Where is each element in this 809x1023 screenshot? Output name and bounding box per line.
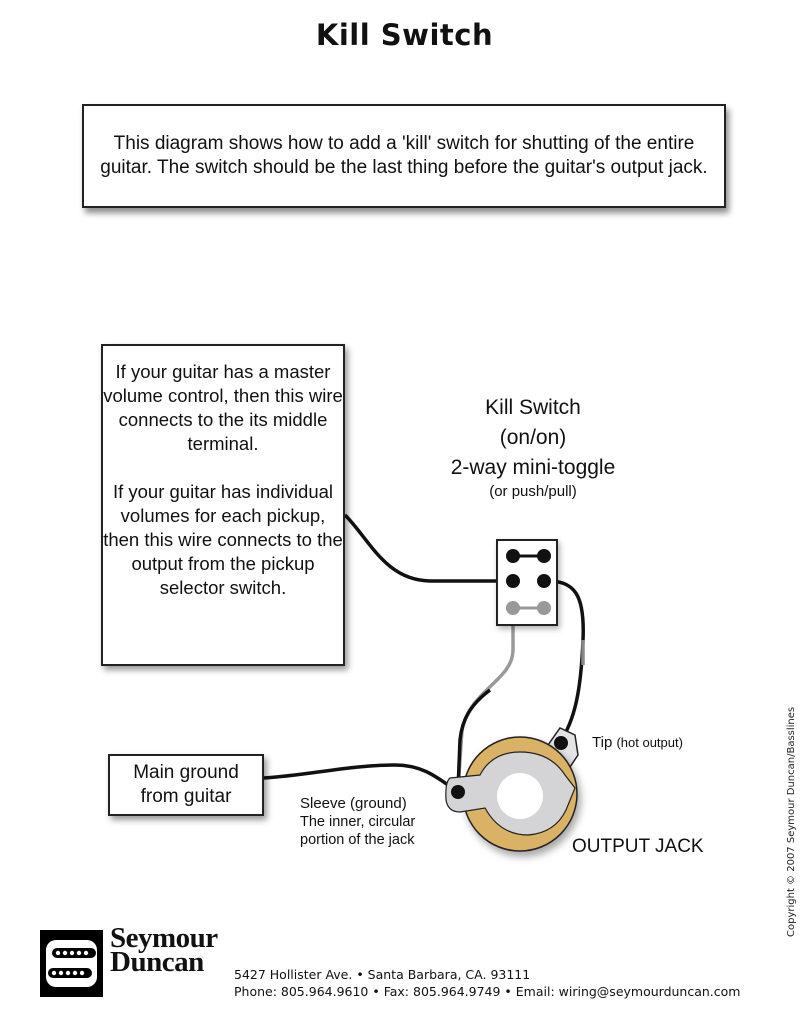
- brand-line2: Duncan: [110, 946, 204, 978]
- output-jack: [446, 728, 578, 851]
- sleeve-label: [300, 795, 415, 849]
- company-phone-email: Phone: 805.964.9610 • Fax: 805.964.9749 • Email: wiring@seymourduncan.com: [234, 984, 741, 999]
- volume-wire-note: [101, 344, 345, 666]
- tip-label: [592, 734, 683, 751]
- seymour-duncan-logo-icon: [40, 930, 103, 997]
- company-address: 5427 Hollister Ave. • Santa Barbara, CA. 93111: [234, 967, 531, 982]
- switch-model: 2-way mini-toggle: [450, 456, 616, 479]
- page-title: Kill Switch: [315, 18, 494, 52]
- switch-type: (on/on): [499, 426, 567, 449]
- tip-label-text: Tip: [592, 734, 613, 751]
- tip-label-sub: (hot output): [616, 735, 683, 750]
- ground-line1: Main ground: [133, 762, 239, 783]
- brand-line1: Seymour: [110, 922, 218, 954]
- switch-alternative: (or push/pull): [489, 483, 577, 500]
- output-jack-label: OUTPUT JACK: [572, 836, 704, 857]
- kill-switch-label: [420, 393, 646, 483]
- copyright-text: Copyright © 2007 Seymour Duncan/Basslines: [786, 706, 797, 937]
- sleeve-title: Sleeve (ground): [300, 795, 407, 812]
- main-ground-box: [108, 754, 264, 816]
- switch-name: Kill Switch: [485, 396, 581, 419]
- kill-switch-toggle: [497, 540, 557, 625]
- note-paragraph-master-volume: If your guitar has a master volume control, then this wire connects to the its middle terminal.: [103, 361, 343, 454]
- ground-line2: from guitar: [140, 786, 232, 807]
- company-contact: [234, 966, 740, 1000]
- note-paragraph-individual-volumes: If your guitar has individual volumes for each pickup, then this wire connects to the output from the pickup selector switch.: [103, 481, 343, 598]
- intro-text: This diagram shows how to add a 'kill' switch for shutting of the entire guitar. The switch should be the last thing before the guitar's output jack.: [100, 133, 708, 178]
- wire-volume-to-switch: [345, 515, 512, 581]
- brand-name: [110, 922, 218, 978]
- wire-ground: [264, 765, 458, 792]
- sleeve-desc-1: The inner, circular: [300, 814, 416, 830]
- sleeve-desc-2: portion of the jack: [300, 832, 415, 848]
